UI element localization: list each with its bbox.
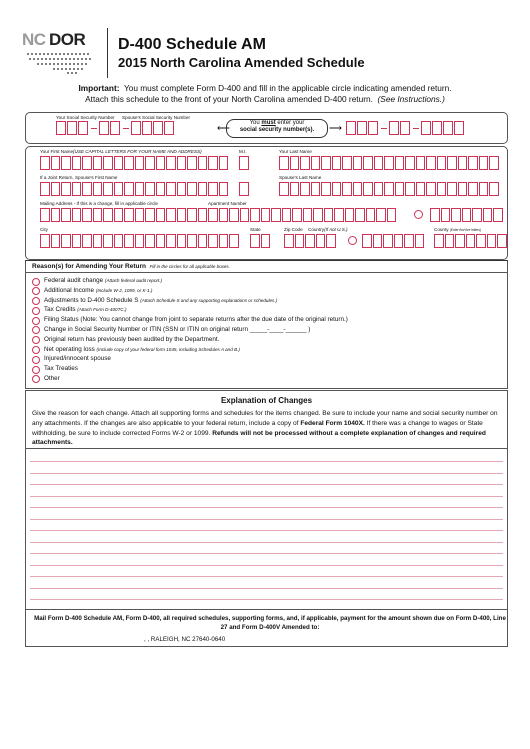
- state-input[interactable]: [250, 234, 271, 248]
- reason-circle[interactable]: [32, 346, 40, 354]
- char-cell[interactable]: [311, 182, 321, 196]
- spouse-first-name-input[interactable]: [40, 182, 229, 196]
- char-cell[interactable]: [290, 182, 300, 196]
- char-cell[interactable]: [145, 182, 155, 196]
- char-cell[interactable]: [145, 234, 155, 248]
- spouse-first-name-label: If a Joint Return, Spouse's First Name: [40, 175, 118, 180]
- char-cell[interactable]: [483, 208, 493, 222]
- char-cell[interactable]: [321, 156, 331, 170]
- write-line[interactable]: [30, 565, 503, 566]
- char-cell[interactable]: [103, 234, 113, 248]
- char-cell[interactable]: [489, 182, 499, 196]
- reason-note: (Include copy of your federal form 1045, including Schedules A and B.): [96, 346, 240, 352]
- char-cell[interactable]: [472, 208, 482, 222]
- char-cell[interactable]: [40, 156, 50, 170]
- reasons-title: Reason(s) for Amending Your Return Fill in the circles for all applicable boxes.: [32, 263, 230, 270]
- char-cell[interactable]: [61, 208, 71, 222]
- char-cell[interactable]: [466, 234, 476, 248]
- char-cell[interactable]: [239, 156, 249, 170]
- name-address-section: [25, 146, 508, 260]
- char-cell[interactable]: [395, 182, 405, 196]
- char-cell[interactable]: [384, 156, 394, 170]
- reason-text: Net operating loss: [44, 345, 97, 353]
- char-cell[interactable]: [114, 234, 124, 248]
- city-input[interactable]: [40, 234, 240, 248]
- char-cell[interactable]: [103, 208, 113, 222]
- zip-input[interactable]: [284, 234, 337, 248]
- form-title: D-400 Schedule AM: [118, 36, 266, 53]
- char-cell[interactable]: [156, 156, 166, 170]
- write-line[interactable]: [30, 507, 503, 508]
- char-cell[interactable]: [40, 234, 50, 248]
- country-input[interactable]: [362, 234, 425, 248]
- char-cell[interactable]: [282, 208, 292, 222]
- reason-item[interactable]: [32, 315, 348, 325]
- char-cell[interactable]: [447, 156, 457, 170]
- char-cell[interactable]: [271, 208, 281, 222]
- form-header: [22, 28, 512, 86]
- ncdor-logo: [22, 30, 102, 78]
- char-cell[interactable]: [311, 156, 321, 170]
- char-cell[interactable]: [342, 182, 352, 196]
- reason-circle[interactable]: [32, 375, 40, 383]
- char-cell[interactable]: [353, 182, 363, 196]
- spouse-mi-input[interactable]: [239, 182, 250, 196]
- char-cell[interactable]: [177, 234, 187, 248]
- reasons-section: [25, 260, 508, 389]
- reason-item[interactable]: [32, 364, 348, 374]
- char-cell[interactable]: [82, 156, 92, 170]
- char-cell[interactable]: [468, 182, 478, 196]
- char-cell[interactable]: [219, 182, 229, 196]
- char-cell[interactable]: [187, 156, 197, 170]
- explanation-section: [25, 390, 508, 647]
- char-cell[interactable]: [332, 182, 342, 196]
- char-cell[interactable]: [93, 234, 103, 248]
- char-cell[interactable]: [198, 234, 208, 248]
- char-cell[interactable]: [198, 208, 208, 222]
- char-cell[interactable]: [447, 182, 457, 196]
- char-cell[interactable]: [166, 156, 176, 170]
- important-label: Important:: [78, 83, 120, 93]
- char-cell[interactable]: [208, 182, 218, 196]
- reason-text: Change in Social Security Number or ITIN (SSN or ITIN on original return _____-____-______ ): [44, 325, 311, 333]
- char-cell[interactable]: [187, 234, 197, 248]
- char-cell[interactable]: [374, 182, 384, 196]
- char-cell[interactable]: [239, 182, 249, 196]
- char-cell[interactable]: [295, 234, 305, 248]
- char-cell[interactable]: [135, 182, 145, 196]
- char-cell[interactable]: [93, 182, 103, 196]
- write-line[interactable]: [30, 599, 503, 600]
- char-cell[interactable]: [437, 182, 447, 196]
- important-line1: You must complete Form D-400 and fill in the applicable circle indicating amended return.: [123, 83, 452, 93]
- char-cell[interactable]: [124, 208, 134, 222]
- char-cell[interactable]: [82, 208, 92, 222]
- write-line[interactable]: [30, 576, 503, 577]
- char-cell[interactable]: [366, 208, 376, 222]
- spouse-ssn-input[interactable]: [346, 121, 465, 135]
- char-cell[interactable]: [405, 182, 415, 196]
- spouse-ssn-label: Spouse's Social Security Number: [122, 115, 191, 120]
- char-cell[interactable]: [305, 234, 315, 248]
- char-cell[interactable]: [177, 156, 187, 170]
- char-cell[interactable]: [51, 208, 61, 222]
- char-cell[interactable]: [229, 234, 239, 248]
- country-circle[interactable]: [348, 236, 357, 245]
- reason-circle[interactable]: [32, 287, 40, 295]
- arrow-left-icon: ⟵: [217, 123, 230, 133]
- char-cell[interactable]: [404, 234, 414, 248]
- char-cell[interactable]: [114, 208, 124, 222]
- char-cell[interactable]: [219, 208, 229, 222]
- char-cell[interactable]: [93, 208, 103, 222]
- your-ssn-label: Your Social Security Number: [56, 115, 115, 120]
- logo-nc: NC: [22, 30, 46, 49]
- char-cell[interactable]: [61, 156, 71, 170]
- write-line[interactable]: [30, 484, 503, 485]
- char-cell[interactable]: [51, 182, 61, 196]
- char-cell[interactable]: [40, 208, 50, 222]
- char-cell[interactable]: [219, 234, 229, 248]
- reason-item[interactable]: [32, 374, 348, 384]
- reason-item[interactable]: [32, 296, 348, 306]
- char-cell[interactable]: [198, 156, 208, 170]
- county-label: County (Enter first five letters): [434, 227, 482, 232]
- write-line[interactable]: [30, 588, 503, 589]
- reason-item[interactable]: [32, 276, 348, 286]
- city-label: City: [40, 227, 48, 232]
- reason-item[interactable]: [32, 305, 348, 315]
- reason-note: (Attach Schedule S and any supporting explanations or schedules.): [140, 297, 278, 303]
- char-cell[interactable]: [166, 208, 176, 222]
- reason-circle[interactable]: [32, 326, 40, 334]
- char-cell[interactable]: [373, 234, 383, 248]
- apartment-input[interactable]: [430, 208, 504, 222]
- reason-item[interactable]: [32, 345, 348, 355]
- form-subtitle: 2015 North Carolina Amended Schedule: [118, 55, 365, 70]
- write-line[interactable]: [30, 473, 503, 474]
- zip-label: Zip Code: [284, 227, 303, 232]
- char-cell[interactable]: [135, 234, 145, 248]
- country-label: Country(If not U.S.): [308, 227, 348, 232]
- char-cell[interactable]: [445, 234, 455, 248]
- char-cell[interactable]: [177, 182, 187, 196]
- char-cell[interactable]: [384, 182, 394, 196]
- char-cell[interactable]: [208, 234, 218, 248]
- county-input[interactable]: [434, 234, 508, 248]
- reasons-list: [32, 276, 348, 384]
- char-cell[interactable]: [415, 234, 425, 248]
- char-cell[interactable]: [493, 208, 503, 222]
- char-cell[interactable]: [72, 182, 82, 196]
- first-name-label: Your First Name(USE CAPITAL LETTERS FOR YOUR NAME AND ADDRESS): [40, 149, 202, 154]
- char-cell[interactable]: [240, 208, 250, 222]
- nc-map-dots-icon: [24, 50, 96, 76]
- char-cell[interactable]: [114, 156, 124, 170]
- char-cell[interactable]: [476, 234, 486, 248]
- char-cell[interactable]: [208, 208, 218, 222]
- reason-text: Federal audit change: [44, 277, 105, 284]
- char-cell[interactable]: [324, 208, 334, 222]
- char-cell[interactable]: [479, 156, 489, 170]
- reason-text: Other: [44, 374, 60, 382]
- apartment-label: Apartment Number: [208, 201, 247, 206]
- reason-text: Original return has previously been audited by the Department.: [44, 335, 220, 343]
- char-cell[interactable]: [145, 208, 155, 222]
- char-cell[interactable]: [437, 156, 447, 170]
- reason-circle[interactable]: [32, 366, 40, 374]
- char-cell[interactable]: [374, 156, 384, 170]
- logo-dor: DOR: [49, 30, 86, 49]
- char-cell[interactable]: [405, 156, 415, 170]
- reason-note: (Include W-2, 1099, or K-1.): [95, 287, 153, 293]
- char-cell[interactable]: [114, 182, 124, 196]
- char-cell[interactable]: [261, 208, 271, 222]
- char-cell[interactable]: [426, 182, 436, 196]
- last-name-input[interactable]: [279, 156, 500, 170]
- char-cell[interactable]: [342, 156, 352, 170]
- first-name-input[interactable]: [40, 156, 229, 170]
- write-line[interactable]: [30, 461, 503, 462]
- char-cell[interactable]: [458, 182, 468, 196]
- char-cell[interactable]: [462, 208, 472, 222]
- char-cell[interactable]: [72, 156, 82, 170]
- char-cell[interactable]: [261, 234, 271, 248]
- char-cell[interactable]: [332, 156, 342, 170]
- reason-text: Tax Credits: [44, 306, 78, 314]
- mi-input[interactable]: [239, 156, 250, 170]
- reason-text: Tax Treaties: [44, 365, 78, 373]
- explanation-title: Explanation of Changes: [220, 396, 313, 405]
- char-cell[interactable]: [395, 156, 405, 170]
- char-cell[interactable]: [362, 234, 372, 248]
- char-cell[interactable]: [497, 234, 507, 248]
- char-cell[interactable]: [479, 182, 489, 196]
- reason-item[interactable]: [32, 286, 348, 296]
- char-cell[interactable]: [426, 156, 436, 170]
- write-line[interactable]: [30, 519, 503, 520]
- char-cell[interactable]: [300, 156, 310, 170]
- char-cell[interactable]: [103, 182, 113, 196]
- char-cell[interactable]: [124, 156, 134, 170]
- char-cell[interactable]: [316, 234, 326, 248]
- spouse-last-name-input[interactable]: [279, 182, 500, 196]
- char-cell[interactable]: [135, 156, 145, 170]
- char-cell[interactable]: [219, 156, 229, 170]
- reason-note: (Attach Form D-400TC.): [77, 307, 127, 313]
- char-cell[interactable]: [441, 208, 451, 222]
- char-cell[interactable]: [156, 234, 166, 248]
- mi-label: M.I.: [239, 149, 247, 154]
- char-cell[interactable]: [290, 156, 300, 170]
- char-cell[interactable]: [363, 182, 373, 196]
- char-cell[interactable]: [51, 156, 61, 170]
- char-cell[interactable]: [321, 182, 331, 196]
- important-line2: Attach this schedule to the front of your North Carolina amended D-400 return.: [85, 94, 373, 104]
- char-cell[interactable]: [82, 182, 92, 196]
- char-cell[interactable]: [487, 234, 497, 248]
- char-cell[interactable]: [72, 208, 82, 222]
- char-cell[interactable]: [51, 234, 61, 248]
- char-cell[interactable]: [208, 156, 218, 170]
- char-cell[interactable]: [313, 208, 323, 222]
- important-line2-italic: (See Instructions.): [377, 94, 445, 104]
- last-name-label: Your Last Name: [279, 149, 312, 154]
- address-change-circle[interactable]: [414, 210, 423, 219]
- char-cell[interactable]: [61, 234, 71, 248]
- char-cell[interactable]: [177, 208, 187, 222]
- char-cell[interactable]: [416, 156, 426, 170]
- char-cell[interactable]: [394, 234, 404, 248]
- char-cell[interactable]: [166, 234, 176, 248]
- reason-circle[interactable]: [32, 336, 40, 344]
- reason-circle[interactable]: [32, 356, 40, 364]
- char-cell[interactable]: [135, 208, 145, 222]
- state-label: State: [250, 227, 261, 232]
- your-ssn-input[interactable]: [56, 121, 175, 135]
- reason-circle[interactable]: [32, 307, 40, 315]
- char-cell[interactable]: [250, 234, 260, 248]
- reason-item[interactable]: [32, 335, 348, 345]
- header-divider: [107, 28, 108, 78]
- mailing-address-label: Mailing Address - If this is a change, fill in applicable circle: [40, 201, 158, 206]
- write-line[interactable]: [30, 553, 503, 554]
- ssn-required-notice: You must enter your social security number(s).: [226, 119, 328, 138]
- char-cell[interactable]: [187, 182, 197, 196]
- char-cell[interactable]: [145, 156, 155, 170]
- char-cell[interactable]: [455, 234, 465, 248]
- char-cell[interactable]: [451, 208, 461, 222]
- char-cell[interactable]: [250, 208, 260, 222]
- spouse-last-name-label: Spouse's Last Name: [279, 175, 322, 180]
- reason-item[interactable]: [32, 354, 348, 364]
- char-cell[interactable]: [72, 234, 82, 248]
- reason-text: Additional Income: [44, 286, 96, 294]
- char-cell[interactable]: [326, 234, 336, 248]
- char-cell[interactable]: [434, 234, 444, 248]
- reason-circle[interactable]: [32, 297, 40, 305]
- char-cell[interactable]: [376, 208, 386, 222]
- reason-item[interactable]: [32, 325, 348, 335]
- mail-instructions: Mail Form D-400 Schedule AM, Form D-400, all required schedules, supporting forms, and, if applicable, payment for the amount shown due on Form D-400, Line 27 and Form D-400V Amended to:: [34, 615, 506, 631]
- reason-circle[interactable]: [32, 317, 40, 325]
- reason-text: Injured/innocent spouse: [44, 355, 111, 363]
- char-cell[interactable]: [124, 182, 134, 196]
- char-cell[interactable]: [458, 156, 468, 170]
- write-line[interactable]: [30, 496, 503, 497]
- reason-circle[interactable]: [32, 278, 40, 286]
- char-cell[interactable]: [334, 208, 344, 222]
- char-cell[interactable]: [300, 182, 310, 196]
- char-cell[interactable]: [279, 182, 289, 196]
- char-cell[interactable]: [292, 208, 302, 222]
- char-cell[interactable]: [279, 156, 289, 170]
- write-line[interactable]: [30, 530, 503, 531]
- char-cell[interactable]: [355, 208, 365, 222]
- explanation-instructions: Give the reason for each change. Attach all supporting forms and schedules for the items changed. Be sure to include your name and social security number on any attachments. If the changes are also applicable to your federal return, include a copy of Federal Form 1040X. If there was a change to wages or State withholding, be sure to include corrected Forms W-2 or 1099. Refunds will not be processed without a complete explanation of changes and required attachments.: [32, 410, 498, 447]
- char-cell[interactable]: [284, 234, 294, 248]
- char-cell[interactable]: [387, 208, 397, 222]
- char-cell[interactable]: [383, 234, 393, 248]
- reason-note: (Attach federal audit report.): [104, 278, 163, 283]
- char-cell[interactable]: [93, 156, 103, 170]
- char-cell[interactable]: [61, 182, 71, 196]
- char-cell[interactable]: [198, 182, 208, 196]
- char-cell[interactable]: [345, 208, 355, 222]
- reason-text: Adjustments to D-400 Schedule S: [44, 296, 141, 304]
- important-notice: [0, 83, 530, 105]
- char-cell[interactable]: [166, 182, 176, 196]
- char-cell[interactable]: [468, 156, 478, 170]
- write-line[interactable]: [30, 542, 503, 543]
- char-cell[interactable]: [353, 156, 363, 170]
- char-cell[interactable]: [156, 182, 166, 196]
- char-cell[interactable]: [489, 156, 499, 170]
- char-cell[interactable]: [40, 182, 50, 196]
- char-cell[interactable]: [363, 156, 373, 170]
- char-cell[interactable]: [124, 234, 134, 248]
- char-cell[interactable]: [82, 234, 92, 248]
- char-cell[interactable]: [430, 208, 440, 222]
- char-cell[interactable]: [416, 182, 426, 196]
- char-cell[interactable]: [187, 208, 197, 222]
- char-cell[interactable]: [103, 156, 113, 170]
- char-cell[interactable]: [229, 208, 239, 222]
- char-cell[interactable]: [156, 208, 166, 222]
- reason-text: Filing Status (Note: You cannot change from joint to separate returns after the due date of the original return.): [44, 316, 348, 324]
- mailing-address-input[interactable]: [40, 208, 397, 222]
- ssn-section: [25, 112, 508, 144]
- char-cell[interactable]: [303, 208, 313, 222]
- mail-address: , , RALEIGH, NC 27640-0640: [144, 636, 226, 643]
- arrow-right-icon: ⟶: [329, 123, 342, 133]
